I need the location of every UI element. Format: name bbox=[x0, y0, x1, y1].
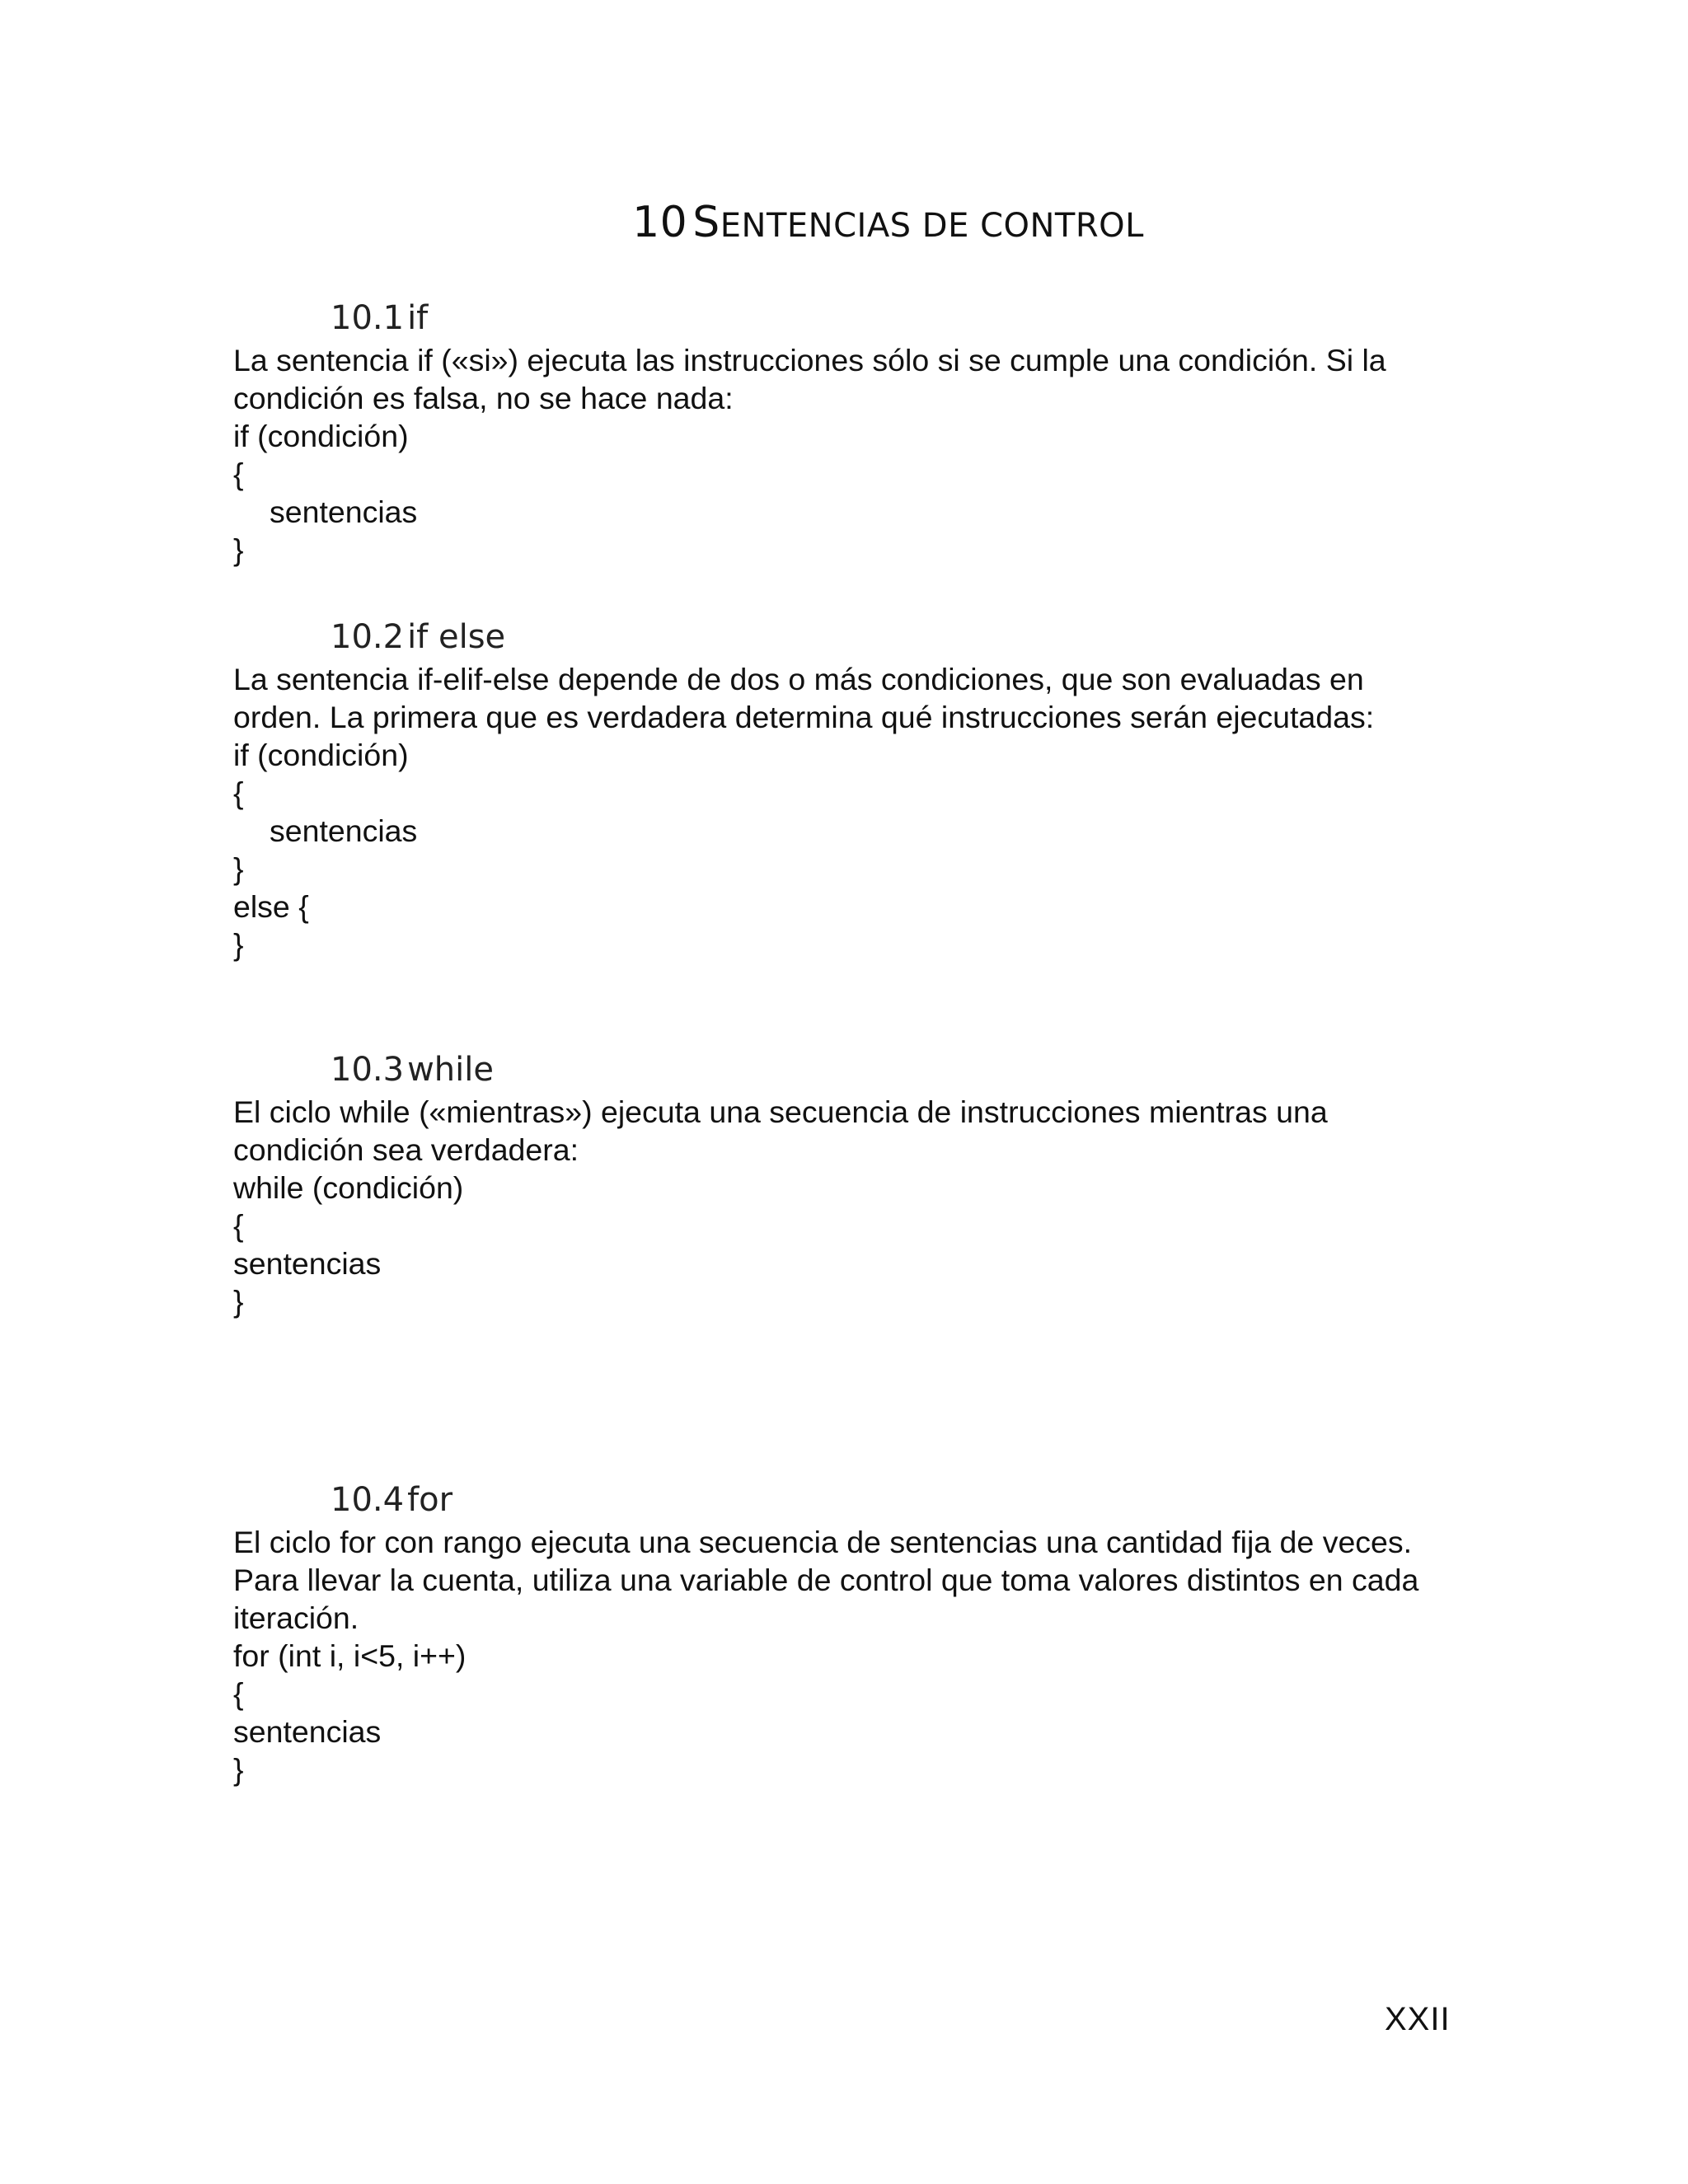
code-line: else { bbox=[233, 889, 309, 924]
code-line: } bbox=[233, 1284, 244, 1319]
section-paragraph: La sentencia if («si») ejecuta las instrucciones sólo si se cumple una condición. Si la condición es falsa, no se hace nada: bbox=[233, 343, 1386, 415]
code-line: if (condición) bbox=[233, 419, 409, 453]
code-line: { bbox=[233, 1676, 244, 1711]
code-line: sentencias bbox=[233, 1246, 382, 1281]
section-while bbox=[233, 1047, 1453, 1320]
code-line: { bbox=[233, 776, 244, 810]
section-if-else bbox=[233, 614, 1453, 963]
section-heading bbox=[331, 1477, 1453, 1523]
code-line: while (condición) bbox=[233, 1170, 464, 1205]
code-line: } bbox=[233, 851, 244, 886]
code-line: } bbox=[233, 532, 244, 567]
code-line: sentencias bbox=[233, 1714, 382, 1749]
section-number: 10.2 bbox=[331, 618, 405, 656]
section-paragraph: El ciclo while («mientras») ejecuta una secuencia de instrucciones mientras una condición sea verdadera: bbox=[233, 1094, 1328, 1167]
section-title: if bbox=[407, 299, 429, 337]
chapter-title-initial: S bbox=[692, 198, 720, 247]
code-line: if (condición) bbox=[233, 738, 409, 772]
section-number: 10.3 bbox=[331, 1051, 405, 1089]
section-paragraph: Para llevar la cuenta, utiliza una variable de control que toma valores distintos en cada iteración. bbox=[233, 1563, 1419, 1635]
chapter-title-rest: ENTENCIAS DE CONTROL bbox=[720, 207, 1144, 245]
code-line: { bbox=[233, 457, 244, 491]
code-line: { bbox=[233, 1208, 244, 1243]
section-paragraph: El ciclo for con rango ejecuta una secuencia de sentencias una cantidad fija de veces. bbox=[233, 1525, 1413, 1559]
section-for bbox=[233, 1477, 1453, 1788]
section-heading bbox=[331, 1047, 1453, 1093]
section-title: if else bbox=[407, 618, 506, 656]
code-line: sentencias bbox=[270, 494, 418, 529]
section-heading bbox=[331, 614, 1453, 660]
code-line: } bbox=[233, 1752, 244, 1787]
section-title: for bbox=[407, 1481, 453, 1519]
section-heading bbox=[331, 295, 1453, 341]
section-paragraph: La sentencia if-elif-else depende de dos o más condiciones, que son evaluadas en orden. La primera que es verdadera determina qué instrucciones serán ejecutadas: bbox=[233, 662, 1375, 734]
section-title: while bbox=[407, 1051, 494, 1089]
chapter-number: 10 bbox=[632, 198, 688, 247]
code-line: sentencias bbox=[270, 813, 418, 848]
code-line: } bbox=[233, 927, 244, 962]
section-if bbox=[233, 295, 1453, 569]
page-number: XXII bbox=[1385, 2001, 1451, 2037]
section-number: 10.4 bbox=[331, 1481, 405, 1519]
section-number: 10.1 bbox=[331, 299, 405, 337]
chapter-title bbox=[0, 198, 1688, 247]
code-line: for (int i, i<5, i++) bbox=[233, 1638, 467, 1673]
